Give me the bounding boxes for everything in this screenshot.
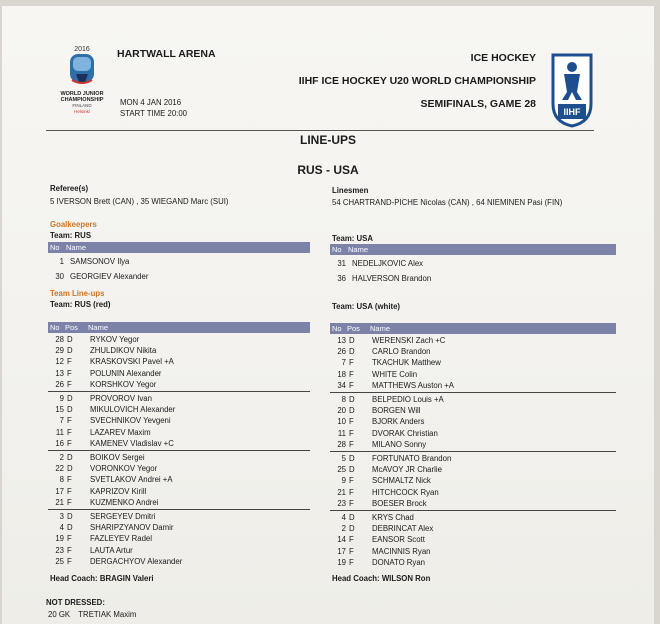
player-number: 12 [55,357,64,367]
championship-label: IIHF ICE HOCKEY U20 WORLD CHAMPIONSHIP [298,75,536,87]
player-row [50,438,310,449]
player-name: HALVERSON Brandon [352,274,432,283]
player-position: F [349,369,354,379]
player-name: FAZLEYEV Radel [90,534,152,544]
player-row [332,346,592,357]
player-position: F [349,439,354,449]
player-number: 23 [55,545,64,555]
player-row [50,556,310,567]
player-name: SVECHNIKOV Yevgeni [90,416,171,426]
header-divider [46,130,594,131]
lineup-team-right: Team: USA (white) [332,302,401,311]
linesmen-label: Linesmen [332,186,369,195]
player-position: D [67,453,73,462]
player-position: F [349,358,354,368]
player-name: MIKULOVICH Alexander [90,405,176,415]
player-name: KRASKOVSKI Pavel +A [90,357,174,367]
player-position: D [67,523,73,533]
player-number: 30 [55,272,64,281]
player-number: 11 [337,428,346,438]
player-name: DEBRINCAT Alex [372,524,434,534]
player-position: F [349,428,354,438]
player-name: PROVOROV Ivan [90,394,152,403]
sport-label: ICE HOCKEY [470,52,536,64]
matchup: RUS - USA [297,163,359,177]
player-row [332,428,592,439]
line-separator [48,509,310,510]
player-row [332,453,592,464]
player-name: BORGEN Will [372,406,421,416]
player-position: F [67,357,72,367]
player-number: 23 [337,498,346,508]
player-number: 25 [337,465,346,475]
player-name: GEORGIEV Alexander [70,272,149,281]
player-position: D [349,513,355,522]
player-row [50,463,310,474]
player-position: GK [58,610,71,619]
player-name: BOIKOV Sergei [90,453,145,462]
player-number: 7 [341,358,346,368]
player-position: D [349,524,355,534]
player-name: POLUNIN Alexander [90,368,162,378]
player-position: D [349,347,355,357]
player-row [50,271,310,282]
lineup-header-left: No Pos Name [48,322,310,333]
svg-text:Helsinki: Helsinki [74,109,90,114]
player-number: 17 [337,546,346,556]
player-number: 19 [337,557,346,567]
player-row [50,545,310,556]
player-row [50,533,310,544]
player-position: D [67,405,73,415]
player-position: D [67,512,73,521]
player-number: 25 [55,556,64,566]
player-name: CARLO Brandon [372,347,431,357]
player-name: LAZAREV Maxim [90,427,151,437]
player-row [332,523,592,534]
player-position: F [349,535,354,545]
game-label: SEMIFINALS, GAME 28 [420,98,536,110]
player-name: MATTHEWS Auston +A [372,380,454,390]
player-number: 20 [48,610,57,619]
player-row [50,256,310,267]
player-name: BJORK Anders [372,417,425,427]
player-position: F [67,427,72,437]
player-number: 28 [337,439,346,449]
player-name: KRYS Chad [372,513,414,522]
player-row [50,497,310,508]
player-row [50,522,310,533]
head-coach-right: Head Coach: WILSON Ron [332,574,431,583]
lineup-team-left: Team: RUS (red) [50,300,111,309]
not-dressed-label: NOT DRESSED: [46,598,105,607]
lineup-header-right: No Pos Name [330,323,616,334]
player-name: BELPEDIO Louis +A [372,395,444,404]
player-position: F [67,497,72,507]
gk-header-right: No Name [330,244,616,255]
player-number: 26 [55,379,64,389]
player-position: F [67,475,72,485]
player-row [50,511,310,522]
player-name: KAMENEV Vladislav +C [90,438,174,448]
player-row [332,464,592,475]
player-number: 5 [341,454,346,463]
player-number: 2 [341,524,346,534]
player-name: DERGACHYOV Alexander [90,556,183,566]
player-number: 3 [59,512,64,521]
player-name: HITCHCOCK Ryan [372,487,439,497]
player-number: 4 [341,513,346,522]
player-name: SCHMALTZ Nick [372,476,431,486]
player-position: F [349,557,354,567]
player-name: KORSHKOV Yegor [90,379,157,389]
player-position: D [67,346,73,356]
not-dressed-row [48,609,136,620]
svg-text:FINLAND: FINLAND [72,103,92,108]
player-row [332,335,592,346]
player-row [332,369,592,380]
player-number: 13 [55,368,64,378]
player-row [332,394,592,405]
player-position: F [67,486,72,496]
player-row [332,416,592,427]
player-number: 13 [337,336,346,345]
player-row [332,557,592,568]
line-separator [330,451,616,452]
page-title: LINE-UPS [299,133,356,147]
player-position: F [349,498,354,508]
line-separator [330,392,616,393]
player-number: 15 [55,405,64,415]
player-name: RYKOV Yegor [90,335,140,344]
player-row [332,475,592,486]
referees-value: 5 IVERSON Brett (CAN) , 35 WIEGAND Marc (SUI) [50,197,229,206]
svg-text:WORLD JUNIOR: WORLD JUNIOR [60,91,104,97]
player-name: DONATO Ryan [372,557,426,567]
player-position: F [67,545,72,555]
player-position: F [67,438,72,448]
player-row [50,415,310,426]
player-name: DVORAK Christian [372,428,438,438]
start-time: START TIME 20:00 [120,109,188,118]
player-number: 28 [55,335,64,344]
player-position: F [67,556,72,566]
gk-team-left: Team: RUS [50,231,92,240]
player-row [50,474,310,485]
iihf-logo [550,52,594,128]
player-number: 18 [337,369,346,379]
player-number: 2 [59,453,64,462]
player-number: 21 [337,487,346,497]
player-name: KAPRIZOV Kirill [90,486,147,496]
player-number: 34 [337,380,346,390]
gk-team-right: Team: USA [332,234,374,243]
player-row [332,380,592,391]
player-row [332,546,592,557]
line-separator [48,391,310,392]
player-name: SVETLAKOV Andrei +A [90,475,173,485]
player-number: 29 [55,346,64,356]
game-date: MON 4 JAN 2016 [120,98,182,107]
player-number: 9 [341,476,346,486]
player-row [50,379,310,390]
player-position: F [349,380,354,390]
linesmen-value: 54 CHARTRAND-PICHE Nicolas (CAN) , 64 NIEMINEN Pasi (FIN) [332,198,563,207]
player-position: F [67,379,72,389]
line-separator [48,450,310,451]
player-row [332,498,592,509]
player-position: D [349,454,355,463]
lineup-sheet [2,6,654,624]
player-name: SAMSONOV Ilya [70,257,130,266]
player-name: ZHULDIKOV Nikita [90,346,157,356]
world-junior-logo [52,44,112,124]
referees-label: Referee(s) [50,184,89,193]
player-name: FORTUNATO Brandon [372,454,452,463]
player-number: 8 [341,395,346,404]
player-number: 11 [55,427,64,437]
player-number: 14 [337,535,346,545]
goalkeepers-label: Goalkeepers [50,220,97,229]
gk-header-left: No Name [48,242,310,253]
player-row [50,452,310,463]
player-position: D [67,464,73,474]
player-row [50,393,310,404]
player-position: F [349,487,354,497]
player-name: SERGEYEV Dmitri [90,512,156,521]
svg-text:IIHF: IIHF [563,107,581,117]
player-position: F [349,417,354,427]
player-position: F [67,416,72,426]
player-number: 16 [55,438,64,448]
player-row [50,356,310,367]
player-number: 7 [59,416,64,426]
player-number: 1 [59,257,64,266]
player-row [50,486,310,497]
player-number: 26 [337,347,346,357]
player-position: D [349,465,355,475]
player-position: D [349,406,355,416]
player-row [50,427,310,438]
player-name: MILANO Sonny [372,439,427,449]
player-position: F [349,476,354,486]
logo-year: 2016 [74,46,90,53]
player-number: 4 [59,523,64,533]
player-number: 31 [337,259,346,268]
player-row [332,534,592,545]
svg-text:CHAMPIONSHIP: CHAMPIONSHIP [60,97,104,103]
player-row [50,345,310,356]
player-number: 9 [59,394,64,403]
player-name: KUZMENKO Andrei [90,497,159,507]
player-row [332,405,592,416]
player-name: NEDELJKOVIC Alex [352,259,424,268]
player-position: F [349,546,354,556]
player-number: 21 [55,497,64,507]
player-number: 36 [337,274,346,283]
player-name: McAVOY JR Charlie [372,465,442,475]
player-name: WERENSKI Zach +C [372,336,446,345]
player-row [50,334,310,345]
player-number: 8 [59,475,64,485]
player-position: D [349,395,355,404]
player-row [332,273,592,284]
lineups-label: Team Line-ups [50,289,105,298]
player-row [332,357,592,368]
line-separator [330,510,616,511]
player-position: D [67,335,73,344]
player-name: WHITE Colin [372,369,418,379]
player-position: D [67,394,73,403]
player-name: BOESER Brock [372,498,427,508]
player-row [50,404,310,415]
player-position: D [349,336,355,345]
player-name: LAUTA Artur [90,545,133,555]
player-row [50,368,310,379]
player-row [332,512,592,523]
player-name: SHARIPZYANOV Damir [90,523,174,533]
head-coach-left: Head Coach: BRAGIN Valeri [50,574,154,583]
player-position: F [67,368,72,378]
player-row [332,258,592,269]
player-number: 10 [337,417,346,427]
player-row [332,487,592,498]
player-name: TKACHUK Matthew [372,358,441,368]
player-name: TRETIAK Maxim [78,610,137,619]
arena-name: HARTWALL ARENA [117,48,216,60]
player-position: F [67,534,72,544]
player-number: 22 [55,464,64,474]
player-number: 20 [337,406,346,416]
player-name: EANSOR Scott [372,535,425,545]
player-row [332,439,592,450]
player-name: VORONKOV Yegor [90,464,158,474]
player-number: 17 [55,486,64,496]
player-name: MACINNIS Ryan [372,546,431,556]
player-number: 19 [55,534,64,544]
